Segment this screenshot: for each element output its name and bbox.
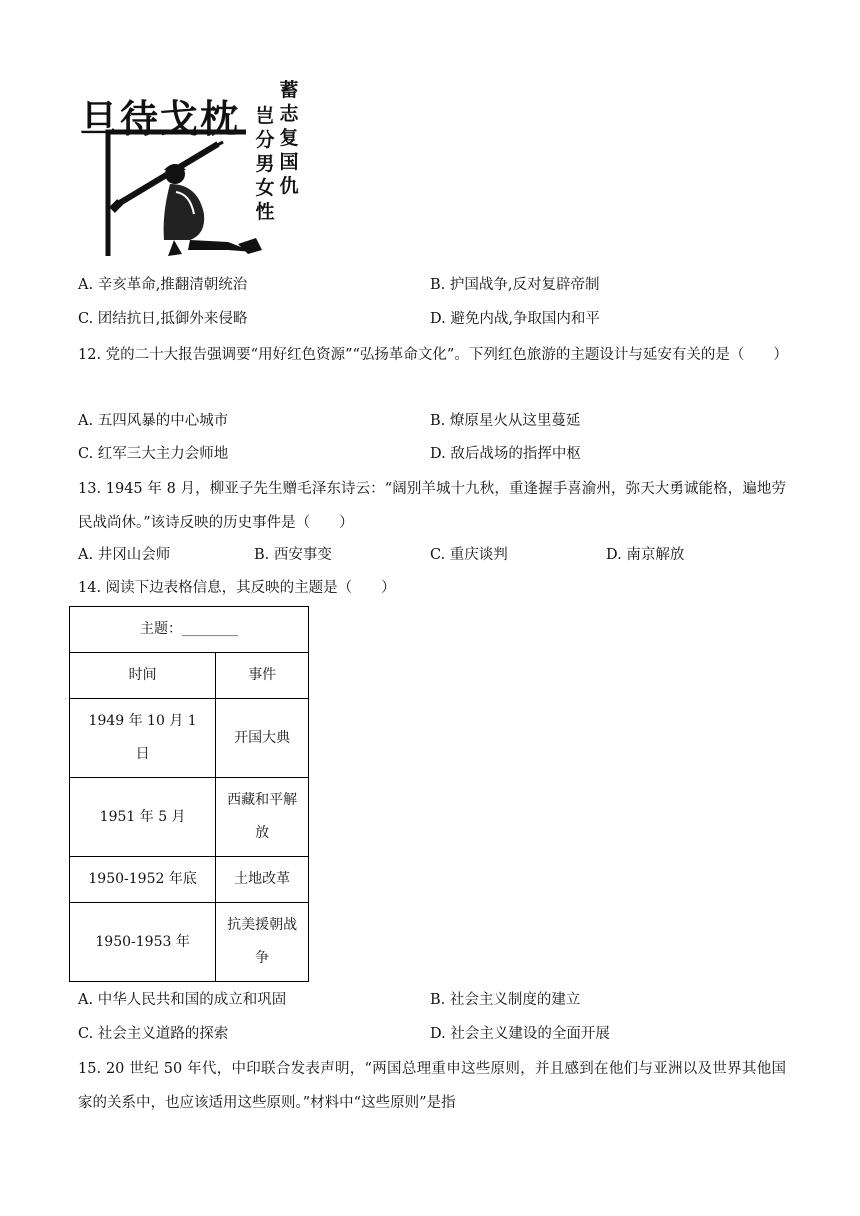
table-cell-event: 土地改革: [216, 857, 309, 903]
q14-option-c: C. 社会主义道路的探索: [78, 1026, 229, 1042]
q13-option-b: B. 西安事变: [254, 547, 332, 563]
table-cell-time: 1950-1953 年: [70, 903, 216, 982]
q13-option-a: A. 井冈山会师: [78, 547, 171, 563]
q12-option-c: C. 红军三大主力会师地: [78, 446, 229, 462]
q11-options-row-1: [78, 274, 798, 296]
table-title-row: [70, 607, 309, 653]
q14-stem: 14. 阅读下边表格信息，其反映的主题是（ ）: [78, 580, 396, 596]
poster-column-2: 蓄志复国仇: [279, 79, 299, 197]
q13-options-row: [78, 544, 798, 566]
q13-stem: 13. 1945 年 8 月，柳亚子先生赠毛泽东诗云：“阔别羊城十九秋，重逢握手喜渝州，弥天大勇诚能格，遍地劳民战尚休。”该诗反映的历史事件是（ ）: [78, 481, 786, 531]
q11-option-a: A. 辛亥革命,推翻清朝统治: [78, 277, 248, 293]
table-cell-time: 1950-1952 年底: [70, 857, 216, 903]
q14-options-row-2: [78, 1023, 798, 1045]
q13-option-c: C. 重庆谈判: [430, 547, 508, 563]
q11-option-b: B. 护国战争,反对复辟帝制: [430, 277, 600, 293]
table-row: [70, 903, 309, 982]
q12-options-row-1: [78, 410, 798, 432]
q14-option-d: D. 社会主义建设的全面开展: [430, 1026, 610, 1042]
table-header-event: 事件: [216, 653, 309, 699]
q12-stem: 12. 党的二十大报告强调要“用好红色资源”“弘扬革命文化”。下列红色旅游的主题设计与延安有关的是（ ）: [78, 347, 788, 363]
q12-options-row-2: [78, 443, 798, 465]
table-header-row: [70, 653, 309, 699]
q14-options-row-1: [78, 989, 798, 1011]
q15-stem: 15. 20 世纪 50 年代，中印联合发表声明，“两国总理重申这些原则，并且感到在他们与亚洲以及世界其他国家的关系中，也应该适用这些原则。”材料中“这些原则”是指: [78, 1061, 786, 1111]
table-cell-event: 抗美援朝战争: [216, 903, 309, 982]
q11-option-c: C. 团结抗日,抵御外来侵略: [78, 311, 248, 327]
table-row: [70, 857, 309, 903]
poster-illustration: [78, 74, 308, 258]
q12-option-b: B. 燎原星火从这里蔓延: [430, 413, 581, 429]
q14-table: [69, 606, 309, 982]
table-row: [70, 699, 309, 778]
q12-option-d: D. 敌后战场的指挥中枢: [430, 446, 581, 462]
table-cell-event: 西藏和平解放: [216, 778, 309, 857]
q11-option-d: D. 避免内战,争取国内和平: [430, 311, 600, 327]
table-row: [70, 778, 309, 857]
q14-option-a: A. 中华人民共和国的成立和巩固: [78, 992, 287, 1008]
table-header-time: 时间: [70, 653, 216, 699]
table-cell-time: 1949 年 10 月 1 日: [70, 699, 216, 778]
poster-column-1: 岂分男女性: [255, 105, 275, 223]
q11-options-row-2: [78, 308, 798, 330]
poster-title: 旦待戈枕: [80, 96, 241, 141]
table-cell-time: 1951 年 5 月: [70, 778, 216, 857]
q14-option-b: B. 社会主义制度的建立: [430, 992, 581, 1008]
table-title: 主题：________: [70, 607, 309, 653]
q12-option-a: A. 五四风暴的中心城市: [78, 413, 229, 429]
table-cell-event: 开国大典: [216, 699, 309, 778]
q13-option-d: D. 南京解放: [606, 547, 685, 563]
